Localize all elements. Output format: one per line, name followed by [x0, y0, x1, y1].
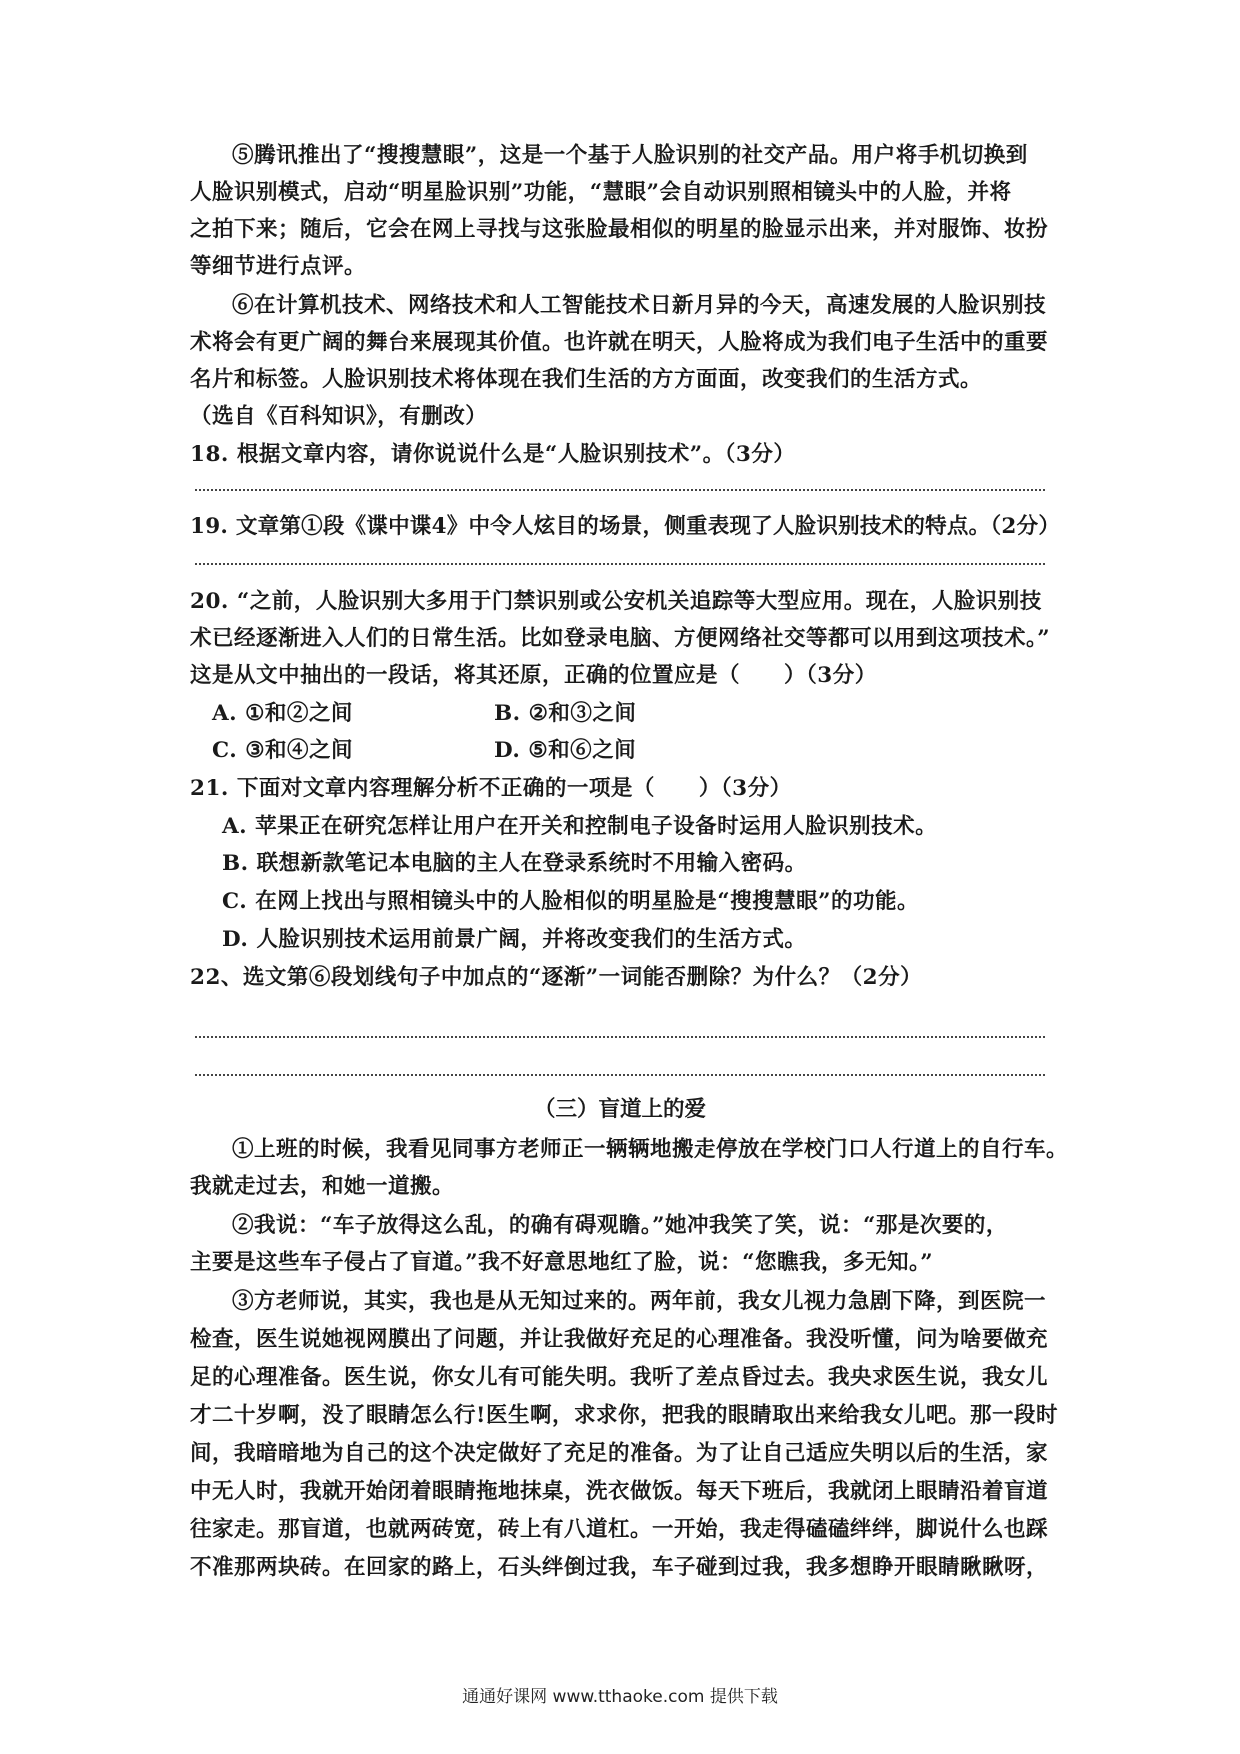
article2-p3-line-4: 才二十岁啊，没了眼睛怎么行!医生啊，求求你，把我的眼睛取出来给我女儿吧。那一段时 [190, 1403, 1058, 1428]
article2-p1-line-2: 我就走过去，和她一道搬。 [190, 1174, 455, 1199]
article2-p2-line-2: 主要是这些车子侵占了盲道。”我不好意思地红了脸，说：“您瞧我，多无知。” [190, 1250, 934, 1275]
question-22: 22、选文第⑥段划线句子中加点的“逐渐”一词能否删除？为什么？（2分） [190, 965, 923, 990]
option-21-c: C. 在网上找出与照相镜头中的人脸相似的明星脸是“搜搜慧眼”的功能。 [222, 889, 919, 914]
option-20-d: D. ⑤和⑥之间 [494, 738, 637, 763]
option-20-b: B. ②和③之间 [494, 701, 637, 726]
paragraph-5-line-4: 等细节进行点评。 [190, 254, 367, 279]
paragraph-6-line-1: ⑥在计算机技术、网络技术和人工智能技术日新月异的今天，高速发展的人脸识别技 [232, 293, 1047, 318]
answer-line-19 [195, 563, 1045, 565]
option-20-c: C. ③和④之间 [212, 738, 353, 763]
article2-p3-line-3: 足的心理准备。医生说，你女儿有可能失明。我听了差点昏过去。我央求医生说，我女儿 [190, 1365, 1049, 1390]
paragraph-5-line-1: ⑤腾讯推出了“搜搜慧眼”，这是一个基于人脸识别的社交产品。用户将手机切换到 [232, 143, 1028, 168]
answer-line-22-a [195, 1036, 1045, 1038]
paragraph-5-line-2: 人脸识别模式，启动“明星脸识别”功能，“慧眼”会自动识别照相镜头中的人脸，并将 [190, 180, 1012, 205]
article2-p2-line-1: ②我说：“车子放得这么乱，的确有碍观瞻。”她冲我笑了笑，说：“那是次要的， [232, 1213, 1008, 1238]
question-20-line-3: 这是从文中抽出的一段话，将其还原，正确的位置应是（ ）（3分） [190, 663, 877, 688]
article2-p3-line-2: 检查，医生说她视网膜出了问题，并让我做好充足的心理准备。我没听懂，问为啥要做充 [190, 1327, 1049, 1352]
paragraph-6-line-3: 名片和标签。人脸识别技术将体现在我们生活的方方面面，改变我们的生活方式。 [190, 367, 983, 392]
paragraph-5-line-3: 之拍下来；随后，它会在网上寻找与这张脸最相似的明星的脸显示出来，并对服饰、妆扮 [190, 217, 1049, 242]
article2-p3-line-1: ③方老师说，其实，我也是从无知过来的。两年前，我女儿视力急剧下降，到医院一 [232, 1289, 1047, 1314]
paragraph-6-line-2: 术将会有更广阔的舞台来展现其价值。也许就在明天，人脸将成为我们电子生活中的重要 [190, 330, 1049, 355]
article2-p3-line-6: 中无人时，我就开始闭着眼睛拖地抹桌，洗衣做饭。每天下班后，我就闭上眼睛沿着盲道 [190, 1479, 1049, 1504]
article2-p3-line-7: 往家走。那盲道，也就两砖宽，砖上有八道杠。一开始，我走得磕磕绊绊，脚说什么也踩 [190, 1517, 1049, 1542]
answer-line-22-b [195, 1074, 1045, 1076]
question-20-line-1: 20. “之前，人脸识别大多用于门禁识别或公安机关追踪等大型应用。现在，人脸识别技 [190, 589, 1042, 614]
option-21-b: B. 联想新款笔记本电脑的主人在登录系统时不用输入密码。 [222, 851, 807, 876]
answer-line-18 [195, 489, 1045, 491]
option-21-d: D. 人脸识别技术运用前景广阔，并将改变我们的生活方式。 [222, 927, 807, 952]
article2-p3-line-5: 间，我暗暗地为自己的这个决定做好了充足的准备。为了让自己适应失明以后的生活，家 [190, 1441, 1049, 1466]
article2-p1-line-1: ①上班的时候，我看见同事方老师正一辆辆地搬走停放在学校门口人行道上的自行车。 [232, 1137, 1069, 1162]
source-note: （选自《百科知识》，有删改） [190, 404, 488, 429]
option-20-a: A. ①和②之间 [212, 701, 353, 726]
question-19: 19. 文章第①段《谍中谍4》中令人炫目的场景，侧重表现了人脸识别技术的特点。（2分） [190, 514, 1061, 539]
article2-p3-line-8: 不准那两块砖。在回家的路上，石头绊倒过我，车子碰到过我，我多想睁开眼睛瞅瞅呀， [190, 1555, 1049, 1580]
page-footer: 通通好课网 www.tthaoke.com 提供下载 [462, 1687, 778, 1707]
question-21: 21. 下面对文章内容理解分析不正确的一项是（ ）（3分） [190, 776, 792, 801]
question-20-line-2: 术已经逐渐进入人们的日常生活。比如登录电脑、方便网络社交等都可以用到这项技术。” [190, 626, 1051, 651]
article-title: （三）盲道上的爱 [533, 1097, 706, 1122]
question-18: 18. 根据文章内容，请你说说什么是“人脸识别技术”。（3分） [190, 442, 796, 467]
option-21-a: A. 苹果正在研究怎样让用户在开关和控制电子设备时运用人脸识别技术。 [222, 814, 938, 839]
